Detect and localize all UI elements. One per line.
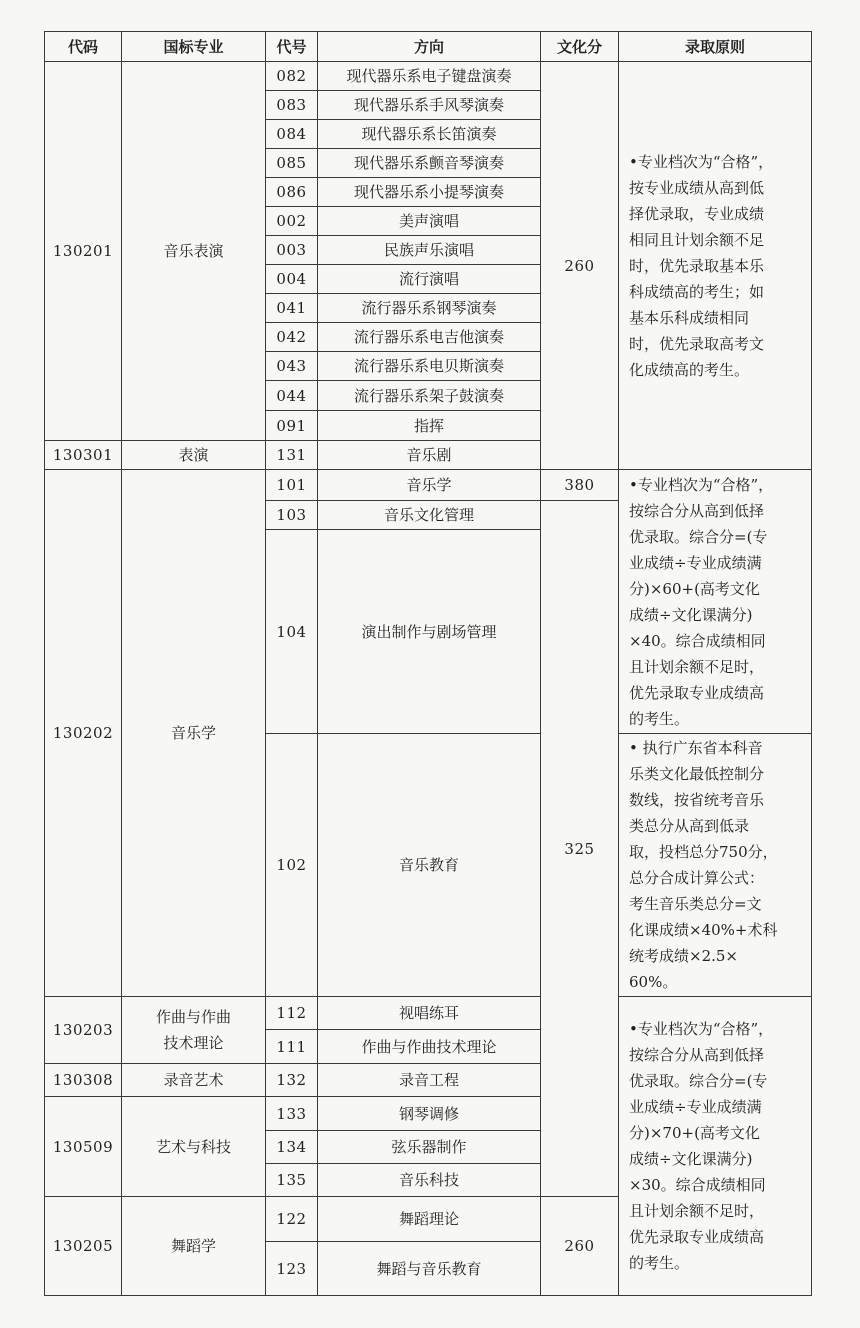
header-direction-code: 代号	[265, 31, 318, 62]
direction-name: 舞蹈理论	[317, 1196, 541, 1242]
admission-rule: •专业档次为“合格”， 按综合分从高到低择 优录取。综合分=(专 业成绩÷专业成绩满 分)×60+(高考文化 成绩÷文化课满分) ×40。综合成绩相同 且计划余额不足时， 优先录取专业成绩高 的考生。	[618, 469, 812, 734]
direction-code: 084	[265, 119, 318, 149]
major-code: 130301	[44, 440, 122, 470]
major-code: 130202	[44, 469, 122, 997]
admission-rule: •专业档次为“合格”， 按综合分从高到低择 优录取。综合分=(专 业成绩÷专业成绩满 分)×70+(高考文化 成绩÷文化课满分) ×30。综合成绩相同 且计划余额不足时， 优先录取专业成绩高 的考生。	[618, 996, 812, 1296]
direction-code: 043	[265, 351, 318, 381]
direction-name: 现代器乐系电子键盘演奏	[317, 61, 541, 91]
direction-code: 101	[265, 469, 318, 501]
direction-name: 现代器乐系颤音琴演奏	[317, 148, 541, 178]
major-code: 130509	[44, 1096, 122, 1197]
direction-code: 004	[265, 264, 318, 294]
admission-rule: •专业档次为“合格”， 按专业成绩从高到低 择优录取，专业成绩 相同且计划余额不足 时，优先录取基本乐 科成绩高的考生；如 基本乐科成绩相同 时，优先录取高考文 化成绩高的考生。	[618, 61, 812, 470]
direction-code: 102	[265, 733, 318, 997]
direction-code: 091	[265, 410, 318, 441]
direction-code: 044	[265, 380, 318, 411]
direction-code: 003	[265, 235, 318, 265]
direction-name: 视唱练耳	[317, 996, 541, 1030]
header-culture-score: 文化分	[540, 31, 619, 62]
header-code: 代码	[44, 31, 122, 62]
major-name: 艺术与科技	[121, 1096, 266, 1197]
direction-code: 123	[265, 1241, 318, 1296]
major-name: 音乐学	[121, 469, 266, 997]
direction-code: 103	[265, 500, 318, 530]
direction-code: 083	[265, 90, 318, 120]
direction-name: 音乐教育	[317, 733, 541, 997]
direction-name: 现代器乐系手风琴演奏	[317, 90, 541, 120]
major-name: 舞蹈学	[121, 1196, 266, 1296]
direction-code: 122	[265, 1196, 318, 1242]
direction-name: 流行器乐系电贝斯演奏	[317, 351, 541, 381]
major-name-line: 作曲与作曲	[155, 1008, 231, 1026]
direction-name: 舞蹈与音乐教育	[317, 1241, 541, 1296]
header-major: 国标专业	[121, 31, 266, 62]
direction-name: 演出制作与剧场管理	[317, 529, 541, 734]
direction-code: 086	[265, 177, 318, 207]
direction-name: 民族声乐演唱	[317, 235, 541, 265]
culture-score: 325	[540, 500, 619, 1197]
direction-name: 音乐科技	[317, 1163, 541, 1197]
direction-code: 112	[265, 996, 318, 1030]
major-name: 表演	[121, 440, 266, 470]
direction-code: 104	[265, 529, 318, 734]
major-code: 130205	[44, 1196, 122, 1296]
header-direction: 方向	[317, 31, 541, 62]
direction-code: 132	[265, 1063, 318, 1097]
direction-code: 082	[265, 61, 318, 91]
direction-name: 作曲与作曲技术理论	[317, 1029, 541, 1064]
direction-code: 131	[265, 440, 318, 470]
direction-name: 流行演唱	[317, 264, 541, 294]
major-code: 130203	[44, 996, 122, 1064]
admission-rule: • 执行广东省本科音 乐类文化最低控制分 数线，按省统考音乐 类总分从高到低录 取，投档总分750分， 总分合成计算公式： 考生音乐类总分=文 化课成绩×40%+术科 统考成绩×2.5× 60%。	[618, 733, 812, 997]
direction-name: 音乐文化管理	[317, 500, 541, 530]
direction-name: 弦乐器制作	[317, 1130, 541, 1164]
direction-code: 085	[265, 148, 318, 178]
direction-code: 135	[265, 1163, 318, 1197]
direction-name: 音乐剧	[317, 440, 541, 470]
major-name: 音乐表演	[121, 61, 266, 441]
major-name: 录音艺术	[121, 1063, 266, 1097]
direction-name: 录音工程	[317, 1063, 541, 1097]
culture-score: 380	[540, 469, 619, 501]
culture-score: 260	[540, 61, 619, 470]
major-name-line: 技术理论	[163, 1034, 224, 1052]
direction-name: 流行器乐系架子鼓演奏	[317, 380, 541, 411]
major-name	[121, 996, 266, 1064]
direction-code: 111	[265, 1029, 318, 1064]
direction-name: 流行器乐系电吉他演奏	[317, 322, 541, 352]
direction-name: 现代器乐系长笛演奏	[317, 119, 541, 149]
major-code: 130201	[44, 61, 122, 441]
direction-name: 钢琴调修	[317, 1096, 541, 1131]
culture-score: 260	[540, 1196, 619, 1296]
direction-name: 现代器乐系小提琴演奏	[317, 177, 541, 207]
direction-code: 134	[265, 1130, 318, 1164]
direction-code: 042	[265, 322, 318, 352]
direction-name: 美声演唱	[317, 206, 541, 236]
direction-name: 音乐学	[317, 469, 541, 501]
header-admission-rule: 录取原则	[618, 31, 812, 62]
major-code: 130308	[44, 1063, 122, 1097]
direction-name: 指挥	[317, 410, 541, 441]
direction-code: 041	[265, 293, 318, 323]
direction-name: 流行器乐系钢琴演奏	[317, 293, 541, 323]
direction-code: 133	[265, 1096, 318, 1131]
direction-code: 002	[265, 206, 318, 236]
